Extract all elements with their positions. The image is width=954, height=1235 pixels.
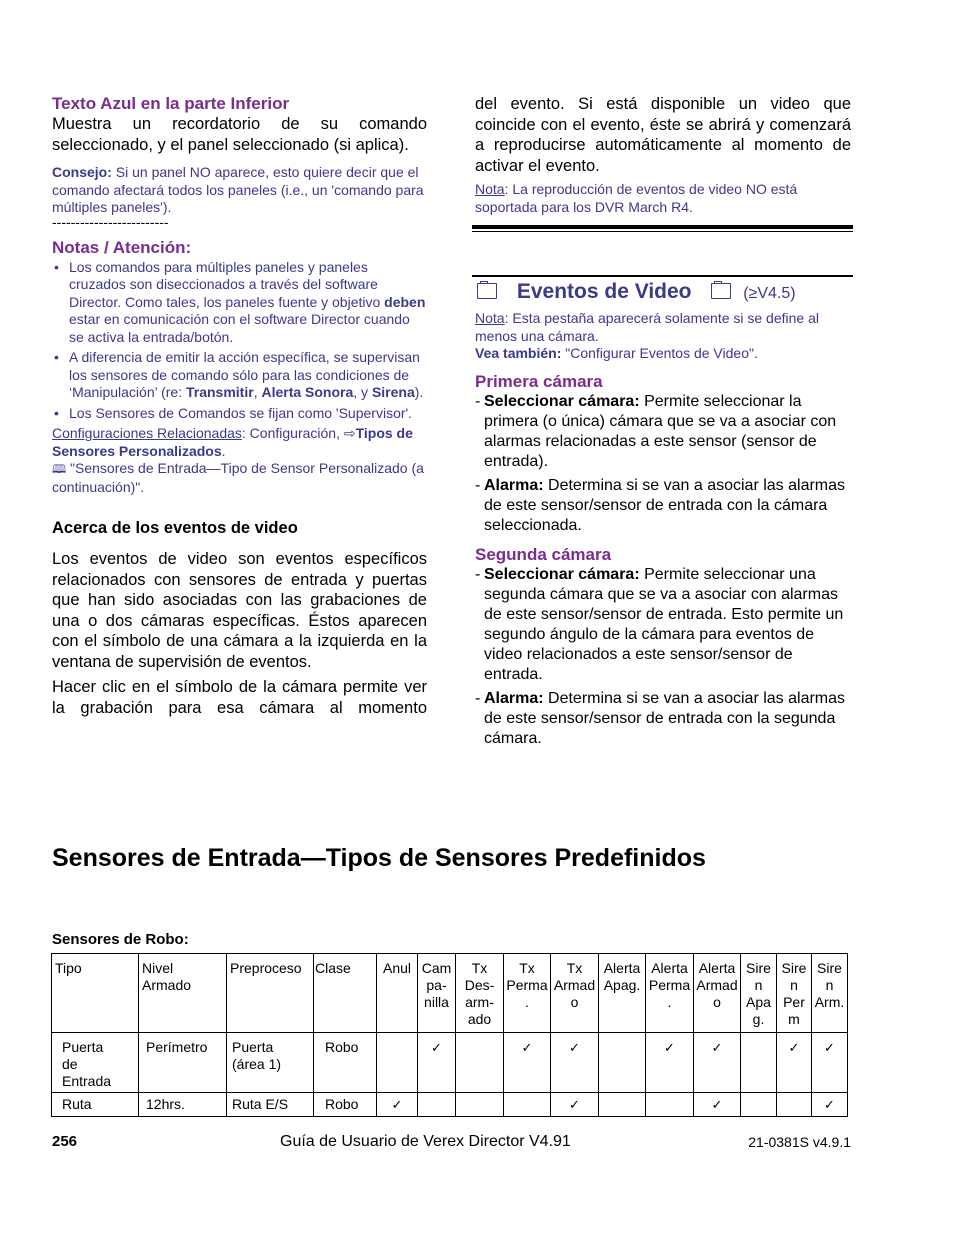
column-header: [812, 954, 848, 1033]
cell-line: Perma: [648, 977, 691, 993]
cell-check: [456, 1093, 504, 1117]
cell-line: .: [525, 994, 529, 1010]
cell-line: Entrada: [62, 1073, 112, 1089]
cell-check: [551, 1033, 599, 1093]
camera-icon: [711, 283, 731, 299]
blue-text-heading: Texto Azul en la parte Inferior: [52, 94, 290, 113]
cell-check: [599, 1033, 646, 1093]
continued-paragraph: del evento. Si está disponible un video que coincide con el evento, éste se abrirá y comenzará a reproducirse automáticamente al momento de activar el evento.: [475, 95, 851, 175]
column-header: [418, 954, 456, 1033]
cell-line: m: [788, 1011, 800, 1027]
footer-doc-id: 21-0381S v4.9.1: [748, 1134, 851, 1150]
cell-nivel: Perímetro: [139, 1033, 227, 1093]
table-caption: Sensores de Robo:: [52, 931, 189, 948]
cell-line: Ruta: [62, 1096, 92, 1112]
notes-item: • Los comandos para múltiples paneles y paneles cruzados son diseccionados a través del software Director. Como tales, los paneles fuente y objetivo deben estar en comunicación con el software Director cuando se activa la entrada/botón.: [52, 259, 427, 347]
cell-check: [504, 1093, 551, 1117]
cell-check: [377, 1093, 418, 1117]
first-camera-items: [475, 392, 851, 536]
related-configs-link[interactable]: Configuraciones Relacionadas: [52, 425, 242, 441]
cell-line: Tx: [566, 960, 583, 976]
cell-line: arm-: [465, 994, 494, 1010]
cell-check: [599, 1093, 646, 1117]
cell-line: .: [667, 994, 672, 1010]
related-configs: Configuraciones Relacionadas: Configuración, ⇨Tipos de Sensores Personalizados. 🕮 "Sensores de Entrada—Tipo de Sensor Personalizado (a continuación)".: [52, 425, 424, 495]
cell-line: Per: [783, 994, 805, 1010]
cell-check: [377, 1033, 418, 1093]
cell-line: Alerta: [651, 960, 688, 976]
column-header: [504, 954, 551, 1033]
check-icon: ✓: [711, 1098, 723, 1113]
heading-rule: [472, 275, 853, 277]
page-number: 256: [52, 1133, 78, 1150]
cell-tipo: [52, 1033, 139, 1093]
version-tag: (≥V4.5): [743, 285, 796, 302]
video-events-title: Eventos de Video: [516, 280, 692, 303]
cell-line: n: [825, 977, 834, 993]
cell-line: Apa: [746, 994, 771, 1010]
column-header: [314, 954, 377, 1033]
cell-line: n: [754, 977, 763, 993]
cell-line: Sire: [817, 960, 842, 976]
cell-check: [418, 1093, 456, 1117]
cell-line: pa-: [426, 977, 447, 993]
video-events-title-row: [477, 280, 853, 306]
cell-clase: Robo: [314, 1093, 377, 1117]
cell-check: [741, 1033, 777, 1093]
section-rule-thin: [472, 231, 853, 232]
cell-check: [741, 1093, 777, 1117]
cell-line: (área 1): [232, 1056, 282, 1072]
cell-check: [646, 1033, 694, 1093]
cell-line: o: [713, 994, 721, 1010]
check-icon: ✓: [824, 1041, 835, 1056]
cell-line: ado: [467, 1011, 492, 1027]
column-header: [52, 954, 139, 1033]
notes-item: • Los Sensores de Comandos se fijan como 'Supervisor'.: [52, 405, 427, 423]
camera-icon: [477, 283, 497, 299]
video-events-note: Nota: Esta pestaña aparecerá solamente si se define al menos una cámara.: [475, 310, 819, 344]
cell-check: [418, 1033, 456, 1093]
section-title: Sensores de Entrada—Tipos de Sensores Predefinidos: [52, 844, 706, 872]
cell-line: g.: [752, 1011, 765, 1027]
cell-line: Tx: [471, 960, 488, 976]
notes-heading: Notas / Atención:: [52, 237, 192, 257]
cell-line: nilla: [424, 994, 449, 1010]
cell-check: [777, 1033, 812, 1093]
cell-check: [812, 1093, 848, 1117]
check-icon: ✓: [391, 1098, 403, 1113]
cell-line: n: [790, 977, 798, 993]
video-events-section: [477, 280, 853, 306]
section-rule: [472, 225, 853, 229]
book-icon: 🕮: [52, 462, 67, 476]
see-reference: "Sensores de Entrada—Tipo de Sensor Personalizado (a continuación)".: [52, 460, 424, 495]
cell-preproceso: [227, 1093, 314, 1117]
cell-line: Des-: [464, 977, 495, 993]
column-header: [694, 954, 741, 1033]
custom-sensor-types-link[interactable]: Tipos de Sensores Personalizados: [52, 425, 413, 459]
select-camera-item: - Seleccionar cámara: Permite seleccionar la primera (o única) cámara que se va a asociar con alarmas relacionadas a este sensor (sensor de entrada).: [475, 392, 837, 470]
playback-note: Nota: La reproducción de eventos de video NO está soportada para los DVR March R4.: [475, 181, 798, 215]
check-icon: ✓: [569, 1098, 580, 1113]
cell-line: Arm.: [814, 994, 845, 1010]
cell-check: [456, 1033, 504, 1093]
cell-check: [646, 1093, 694, 1117]
cell-line: Armad: [553, 977, 596, 993]
cell-line: Apag.: [603, 977, 641, 993]
cell-line: Nivel: [142, 960, 174, 976]
about-heading: Acerca de los eventos de video: [52, 519, 298, 537]
cell-line: Puerta: [232, 1039, 274, 1055]
about-paragraph: Hacer clic en el símbolo de la cámara permite ver la grabación para esa cámara al momento: [52, 678, 427, 717]
cell-preproceso: [227, 1033, 314, 1093]
column-header: [741, 954, 777, 1033]
check-icon: ✓: [788, 1041, 800, 1056]
column-header: [227, 954, 314, 1033]
cell-line: o: [570, 994, 579, 1010]
cell-check: [504, 1033, 551, 1093]
select-camera-item: - Seleccionar cámara: Permite seleccionar una segunda cámara que se va a asociar con alarmas de este sensor/sensor de entrada. Esto permite un segundo ángulo de la cámara para eventos de video relacionados a este sensor/sensor de entrada.: [475, 565, 844, 683]
alarm-item: - Alarma: Determina si se van a asociar las alarmas de este sensor/sensor de entrada con la cámara seleccionada.: [475, 476, 846, 534]
check-icon: ✓: [824, 1098, 835, 1113]
column-header: [377, 954, 418, 1033]
cell-line: Sire: [746, 960, 771, 976]
column-header: [646, 954, 694, 1033]
notes-item: • A diferencia de emitir la acción específica, se supervisan los sensores de comando sólo para las condiciones de ‘Manipulación’ (re: Transmitir, Alerta Sonora, y Sirena).: [52, 349, 427, 402]
table-row: [52, 1033, 848, 1093]
cell-line: Tipo: [55, 960, 82, 976]
cell-check: [777, 1093, 812, 1117]
cell-check: [812, 1033, 848, 1093]
second-camera-items: [475, 565, 851, 749]
sensor-table-wrap: [51, 953, 848, 1117]
first-camera-heading: Primera cámara: [475, 371, 603, 391]
cell-line: Puerta: [62, 1039, 104, 1055]
column-header: [139, 954, 227, 1033]
cell-line: Sire: [781, 960, 807, 976]
cell-line: Tx: [519, 960, 535, 976]
video-events-see-also: Vea también: "Configurar Eventos de Video".: [475, 345, 758, 361]
cell-clase: Robo: [314, 1033, 377, 1093]
column-header: [551, 954, 599, 1033]
check-icon: ✓: [664, 1041, 675, 1056]
cell-line: Armad: [696, 977, 738, 993]
cell-line: Alerta: [698, 960, 736, 976]
check-icon: ✓: [521, 1041, 533, 1056]
cell-check: [551, 1093, 599, 1117]
about-paragraph: Los eventos de video son eventos específicos relacionados con sensores de entrada y puertas que han sido asociadas con las grabaciones de una o dos cámaras específicas. Éstos aparecen con el símbolo de una cámara a la izquierda en la ventana de supervisión de eventos.: [52, 550, 427, 671]
column-header: [777, 954, 812, 1033]
cell-line: Cam: [421, 960, 452, 976]
cell-line: Anul: [382, 960, 412, 976]
cell-line: Preproceso: [230, 960, 302, 976]
cell-check: [694, 1093, 741, 1117]
cell-line: Clase: [315, 960, 351, 976]
separator: -------------------------: [52, 215, 169, 230]
arrow-icon: ⇨: [343, 425, 356, 441]
footer-title: Guía de Usuario de Verex Director V4.91: [280, 1133, 571, 1150]
tip-label: Consejo:: [52, 164, 112, 180]
notes-list: [52, 259, 427, 423]
cell-tipo: [52, 1093, 139, 1117]
blue-text-body: Muestra un recordatorio de su comando seleccionado, y el panel seleccionado (si aplica).: [52, 115, 427, 154]
check-icon: ✓: [711, 1041, 723, 1056]
second-camera-heading: Segunda cámara: [475, 544, 612, 564]
table-header-row: [52, 954, 848, 1033]
column-header: [599, 954, 646, 1033]
sensor-table: [51, 953, 848, 1117]
tip-text: Si un panel NO aparece, esto quiere decir que el comando afectará todos los paneles (i.e., un 'comando para múltiples paneles').: [52, 164, 424, 215]
right-column-lower: [475, 310, 851, 753]
cell-line: Perma: [506, 977, 548, 993]
cell-line: Armado: [142, 977, 192, 993]
check-icon: ✓: [569, 1041, 580, 1056]
check-icon: ✓: [431, 1041, 442, 1056]
column-header: [456, 954, 504, 1033]
tip-note: [52, 164, 427, 217]
right-column: [475, 94, 851, 216]
cell-line: de: [62, 1056, 78, 1072]
table-row: [52, 1093, 848, 1117]
cell-line: Alerta: [603, 960, 641, 976]
left-column: [52, 94, 427, 718]
alarm-item: - Alarma: Determina si se van a asociar las alarmas de este sensor/sensor de entrada con la segunda cámara.: [475, 689, 846, 747]
cell-check: [694, 1033, 741, 1093]
cell-line: Ruta E/S: [232, 1096, 289, 1112]
cell-nivel: 12hrs.: [139, 1093, 227, 1117]
